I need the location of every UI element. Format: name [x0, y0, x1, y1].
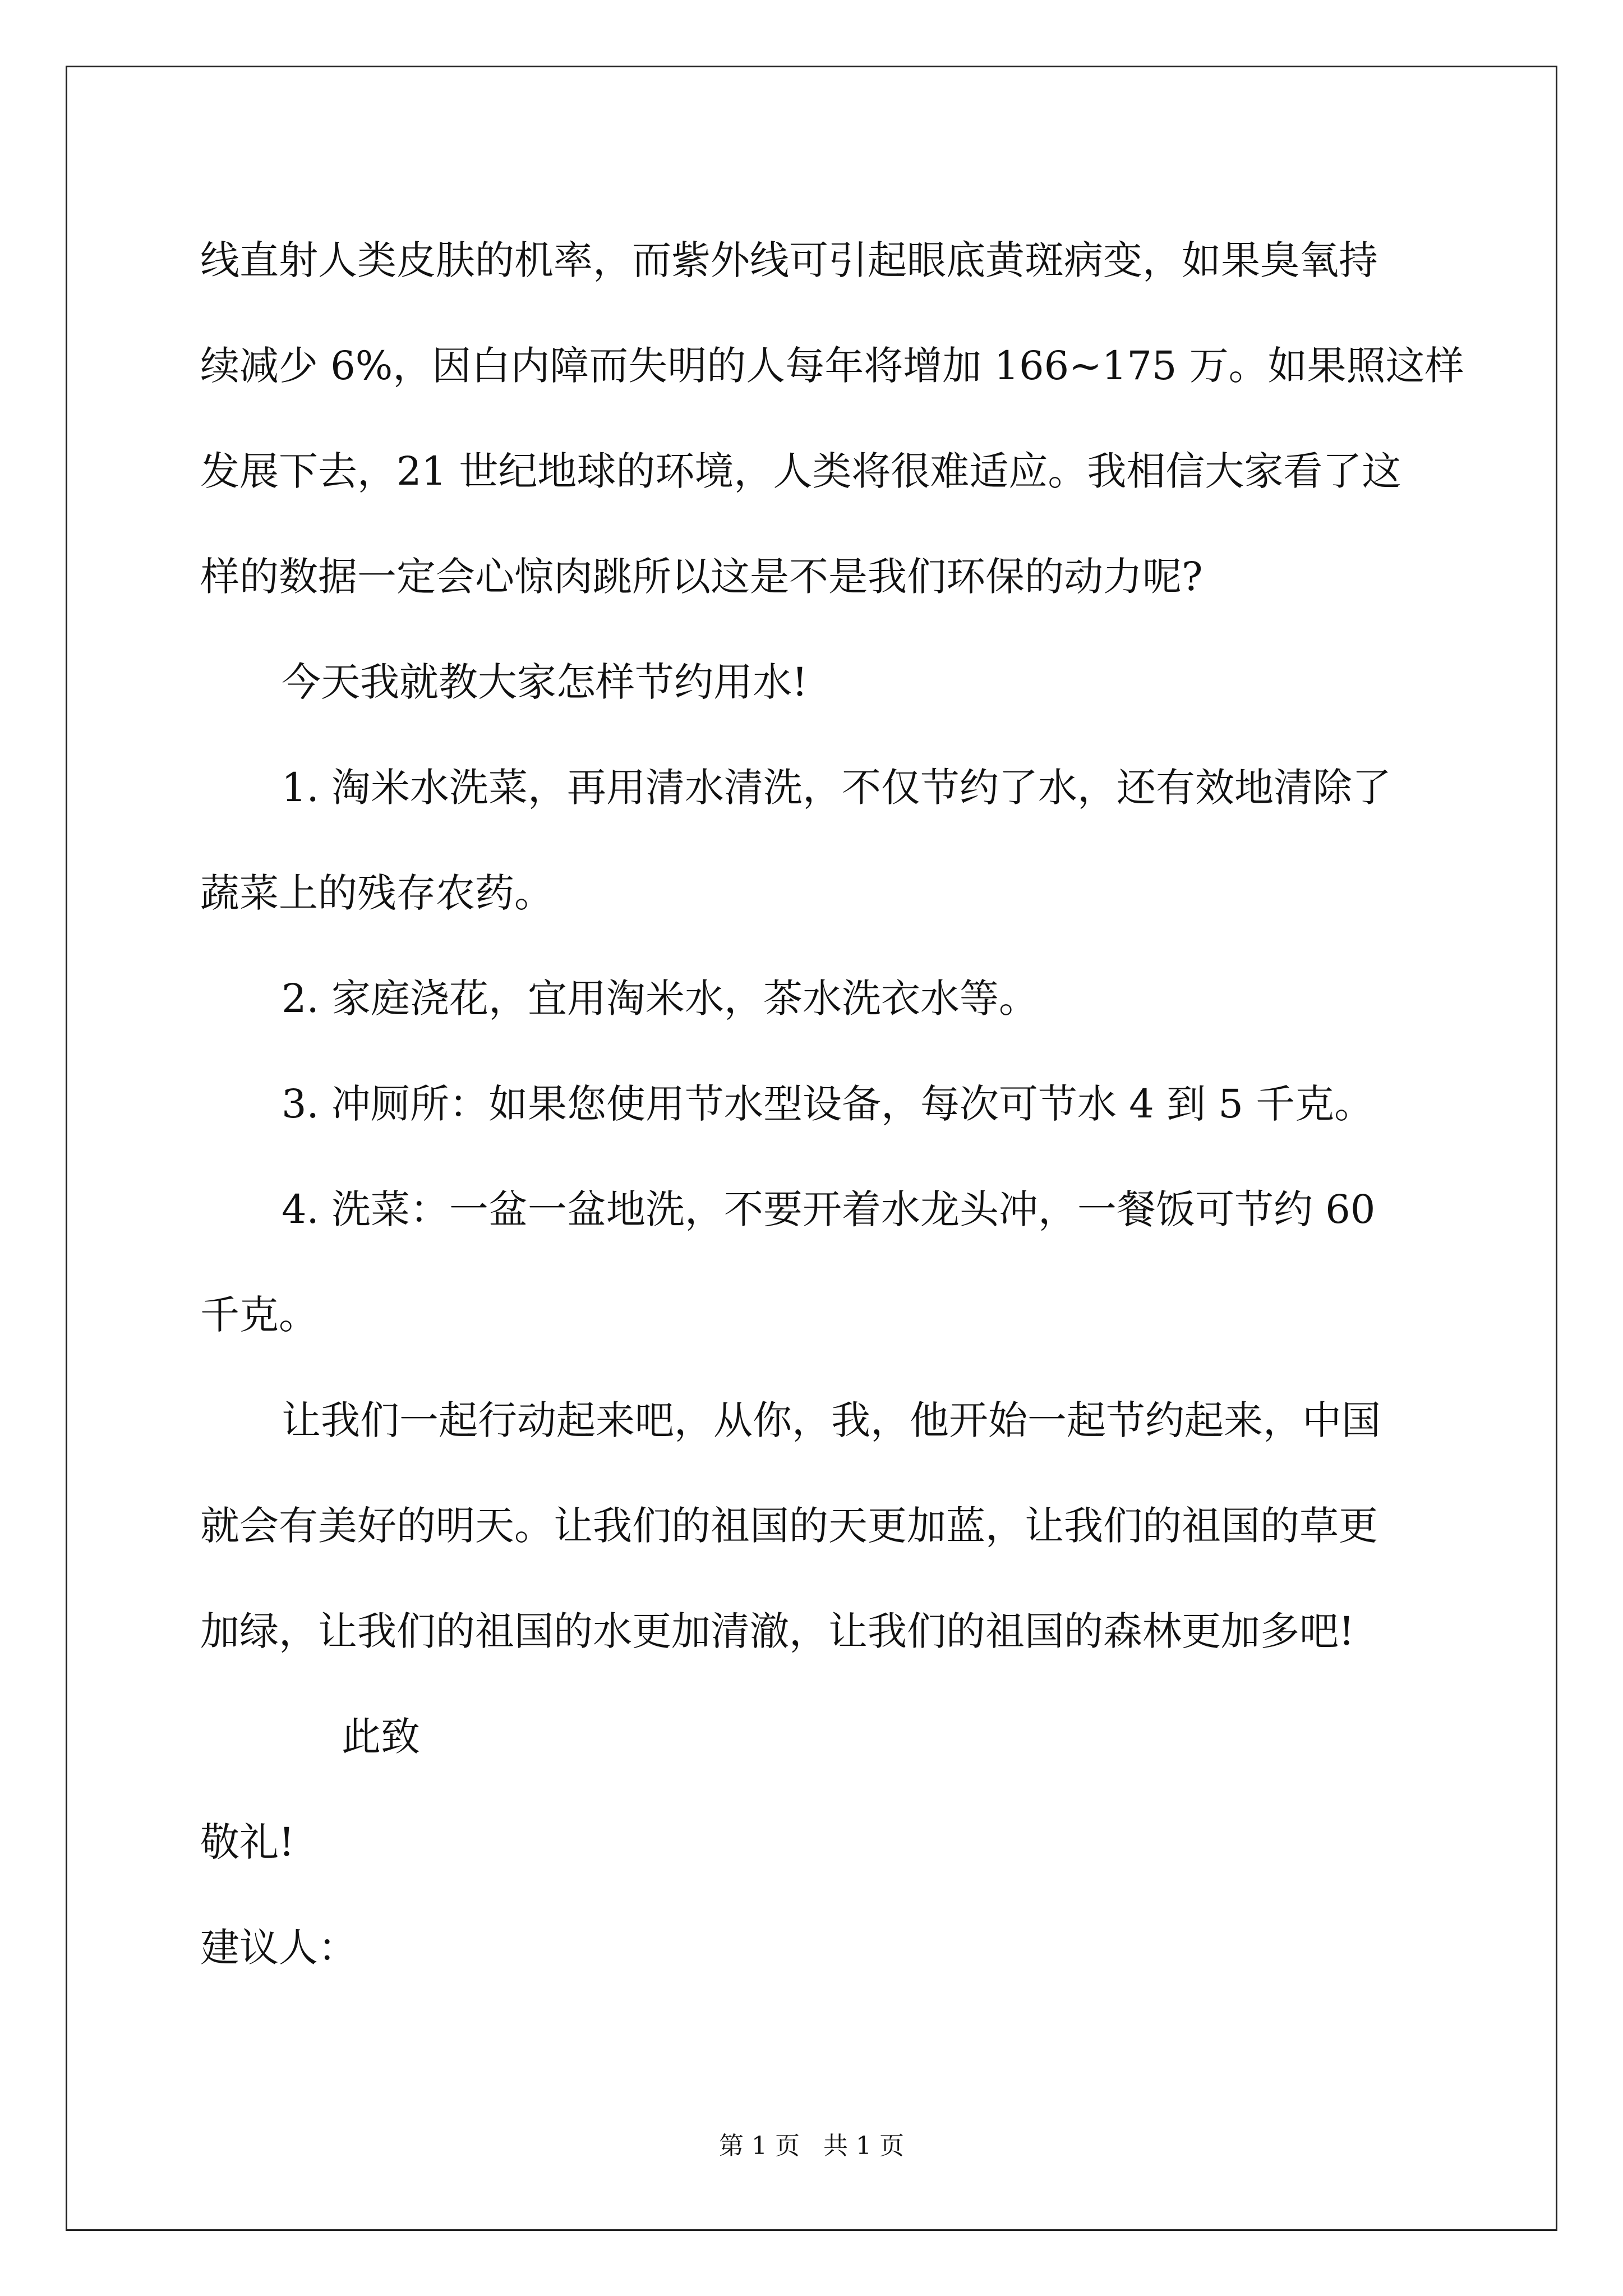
list-item-2: 2. 家庭浇花，宜用淘米水，茶水洗衣水等。	[282, 976, 1039, 1022]
body-line: 蔬菜上的残存农药。	[200, 870, 554, 916]
body-line: 千克。	[200, 1292, 318, 1338]
list-item-3: 3. 冲厕所：如果您使用节水型设备，每次可节水 4 到 5 千克。	[282, 1081, 1374, 1127]
closing-phrase: 此致	[342, 1714, 420, 1760]
body-line: 加绿，让我们的祖国的水更加清澈，让我们的祖国的森林更加多吧!	[200, 1608, 1355, 1654]
list-item-4: 4. 洗菜：一盆一盆地洗，不要开着水龙头冲，一餐饭可节约 60	[282, 1186, 1376, 1232]
body-line: 样的数据一定会心惊肉跳所以这是不是我们环保的动力呢?	[200, 554, 1203, 600]
salutation: 敬礼!	[200, 1819, 295, 1865]
body-line: 让我们一起行动起来吧，从你，我，他开始一起节约起来，中国	[282, 1397, 1381, 1443]
body-line: 就会有美好的明天。让我们的祖国的天更加蓝，让我们的祖国的草更	[200, 1503, 1378, 1549]
body-line: 今天我就教大家怎样节约用水!	[282, 659, 808, 705]
page-number: 第 1 页 共 1 页	[719, 2132, 904, 2160]
list-item-1: 1. 淘米水洗菜，再用清水清洗，不仅节约了水，还有效地清除了	[282, 765, 1392, 811]
signature-label: 建议人：	[200, 1925, 357, 1971]
body-line: 发展下去，21 世纪地球的环境，人类将很难适应。我相信大家看了这	[200, 448, 1401, 494]
body-line: 续减少 6%，因白内障而失明的人每年将增加 166~175 万。如果照这样	[200, 343, 1464, 389]
body-line: 线直射人类皮肤的机率，而紫外线可引起眼底黄斑病变，如果臭氧持	[200, 237, 1378, 283]
document-body	[200, 208, 1464, 2000]
